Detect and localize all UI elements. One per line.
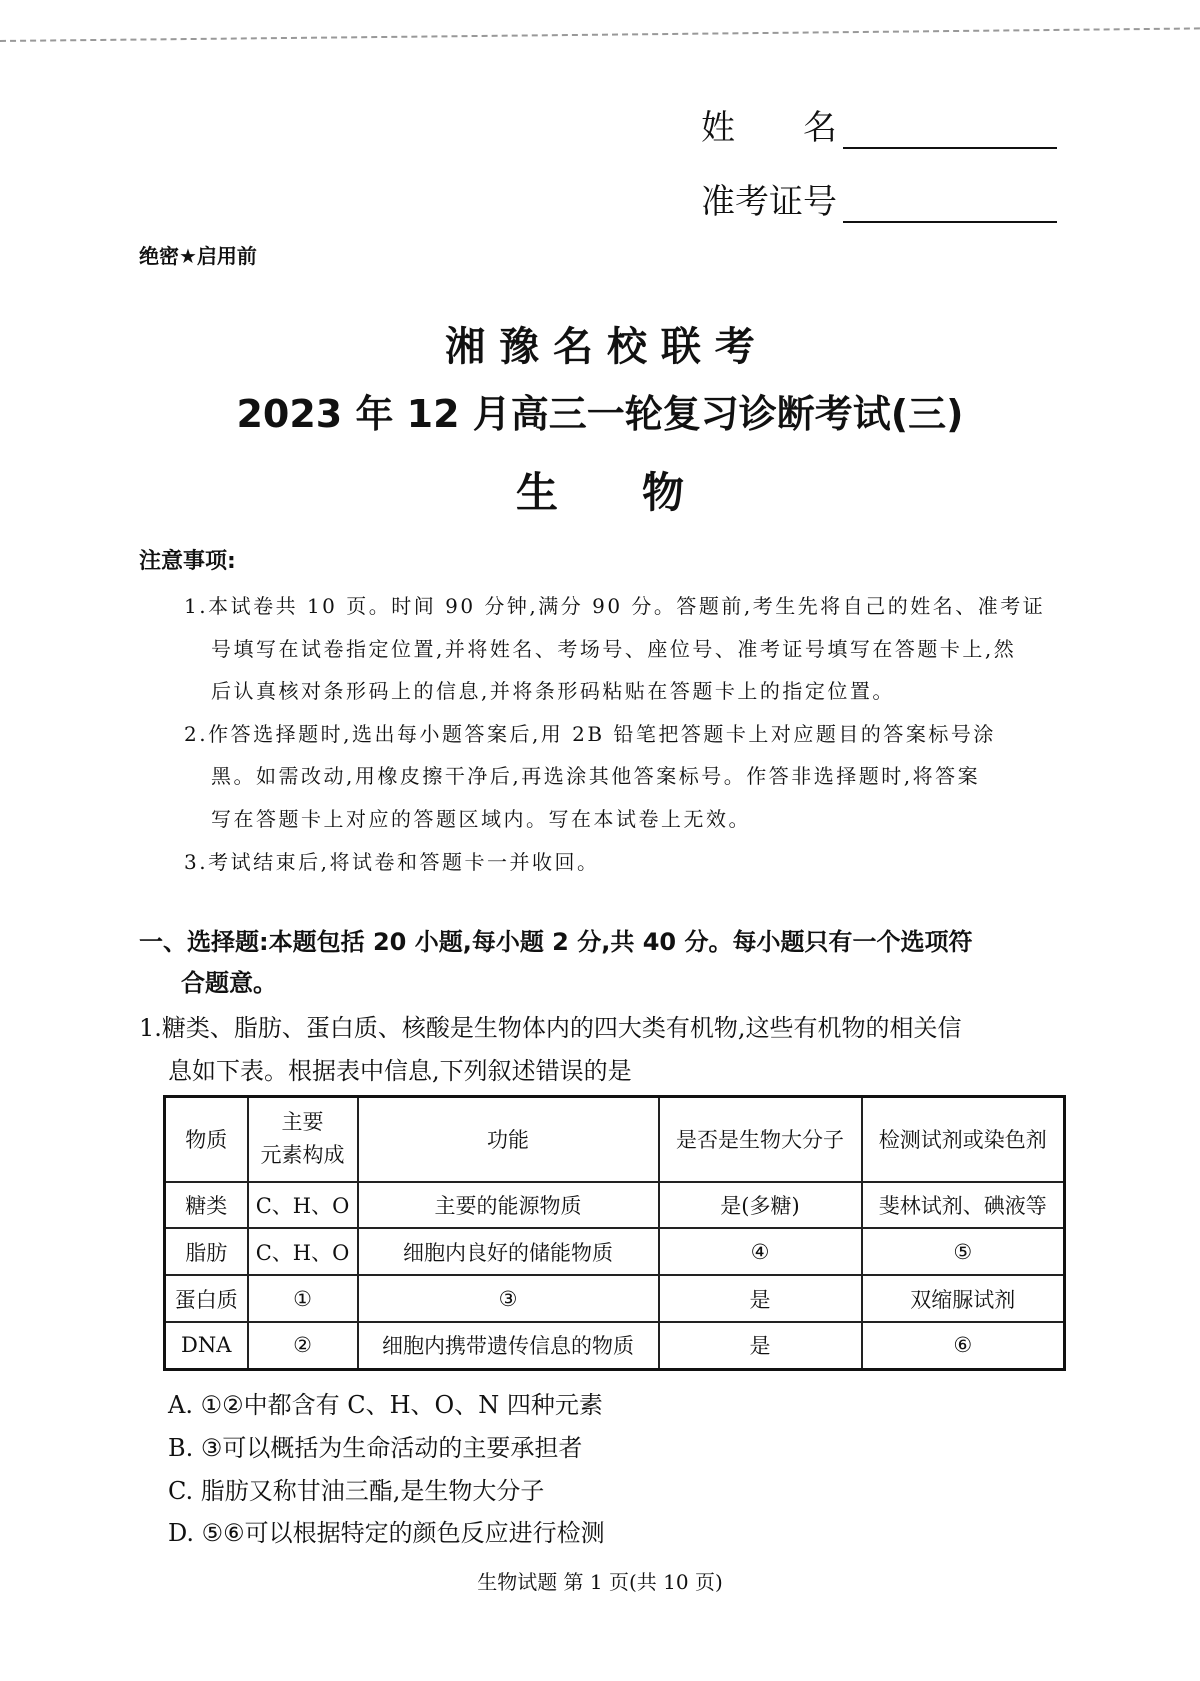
exam-id-label: 准考证号 [701,182,837,222]
table-cell: 斐林试剂、碘液等 [862,1182,1065,1229]
section-heading: 一、选择题:本题包括 20 小题,每小题 2 分,共 40 分。每小题只有一个选项符 [139,928,973,956]
table-row [165,1275,1065,1322]
table-cell: 脂肪 [165,1228,248,1275]
title-line1: 湘 豫 名 校 联 考 [445,324,755,370]
title-line2: 2023 年 12 月高三一轮复习诊断考试(三) [236,392,964,436]
table-cell: C、H、O [248,1228,358,1275]
note-line: 写在答题卡上对应的答题区域内。写在本试卷上无效。 [211,807,751,831]
organic-compounds-table [163,1095,1066,1371]
note-line: 黑。如需改动,用橡皮擦干净后,再选涂其他答案标号。作答非选择题时,将答案 [211,764,981,788]
table-row [165,1182,1065,1229]
table-cell: C、H、O [248,1182,358,1229]
secret-label: 绝密★启用前 [139,244,257,268]
table-cell: ⑥ [862,1322,1065,1370]
table-cell: 是 [659,1275,862,1322]
question-stem-cont: 息如下表。根据表中信息,下列叙述错误的是 [168,1057,632,1085]
table-cell: ⑤ [862,1228,1065,1275]
table-cell: ① [248,1275,358,1322]
table-row [165,1228,1065,1275]
option-a: A. ①②中都含有 C、H、O、N 四种元素 [168,1391,603,1419]
table-cell: 细胞内携带遗传信息的物质 [358,1322,659,1370]
table-cell: 是 [659,1322,862,1370]
name-label: 姓 名 [701,108,837,148]
cut-line [0,27,1200,42]
note-line: 2.作答选择题时,选出每小题答案后,用 2B 铅笔把答题卡上对应题目的答案标号涂 [184,722,996,746]
table-cell: 主要的能源物质 [358,1182,659,1229]
exam-id-field [701,174,1057,223]
question-stem: 1.糖类、脂肪、蛋白质、核酸是生物体内的四大类有机物,这些有机物的相关信 [139,1014,962,1042]
table-row [165,1322,1065,1370]
table-header: 物质 [165,1097,248,1182]
table-cell: 是(多糖) [659,1182,862,1229]
table-cell: 糖类 [165,1182,248,1229]
note-line: 号填写在试卷指定位置,并将姓名、考场号、座位号、准考证号填写在答题卡上,然 [211,637,1017,661]
table-cell: 蛋白质 [165,1275,248,1322]
table-cell: ④ [659,1228,862,1275]
table-header: 检测试剂或染色剂 [862,1097,1065,1182]
exam-id-blank [843,191,1057,223]
name-blank [843,117,1057,149]
option-d: D. ⑤⑥可以根据特定的颜色反应进行检测 [168,1519,605,1547]
table-cell: ② [248,1322,358,1370]
table-cell: DNA [165,1322,248,1370]
option-b: B. ③可以概括为生命活动的主要承担者 [168,1434,583,1462]
note-line: 3.考试结束后,将试卷和答题卡一并收回。 [184,850,600,874]
section-heading-cont: 合题意。 [181,969,277,997]
page-footer: 生物试题 第 1 页(共 10 页) [477,1570,723,1594]
option-c: C. 脂肪又称甘油三酯,是生物大分子 [168,1477,545,1505]
table-header-row [165,1097,1065,1182]
note-line: 1.本试卷共 10 页。时间 90 分钟,满分 90 分。答题前,考生先将自己的姓名、准考证 [184,594,1046,618]
name-field [701,100,1057,149]
table-cell: 双缩脲试剂 [862,1275,1065,1322]
table-header: 功能 [358,1097,659,1182]
table-cell: ③ [358,1275,659,1322]
table-cell: 细胞内良好的储能物质 [358,1228,659,1275]
notes-heading: 注意事项: [139,549,236,574]
table-header: 主要 元素构成 [248,1097,358,1182]
note-line: 后认真核对条形码上的信息,并将条形码粘贴在答题卡上的指定位置。 [211,679,895,703]
table-header: 是否是生物大分子 [659,1097,862,1182]
subject-title: 生 物 [515,468,684,517]
